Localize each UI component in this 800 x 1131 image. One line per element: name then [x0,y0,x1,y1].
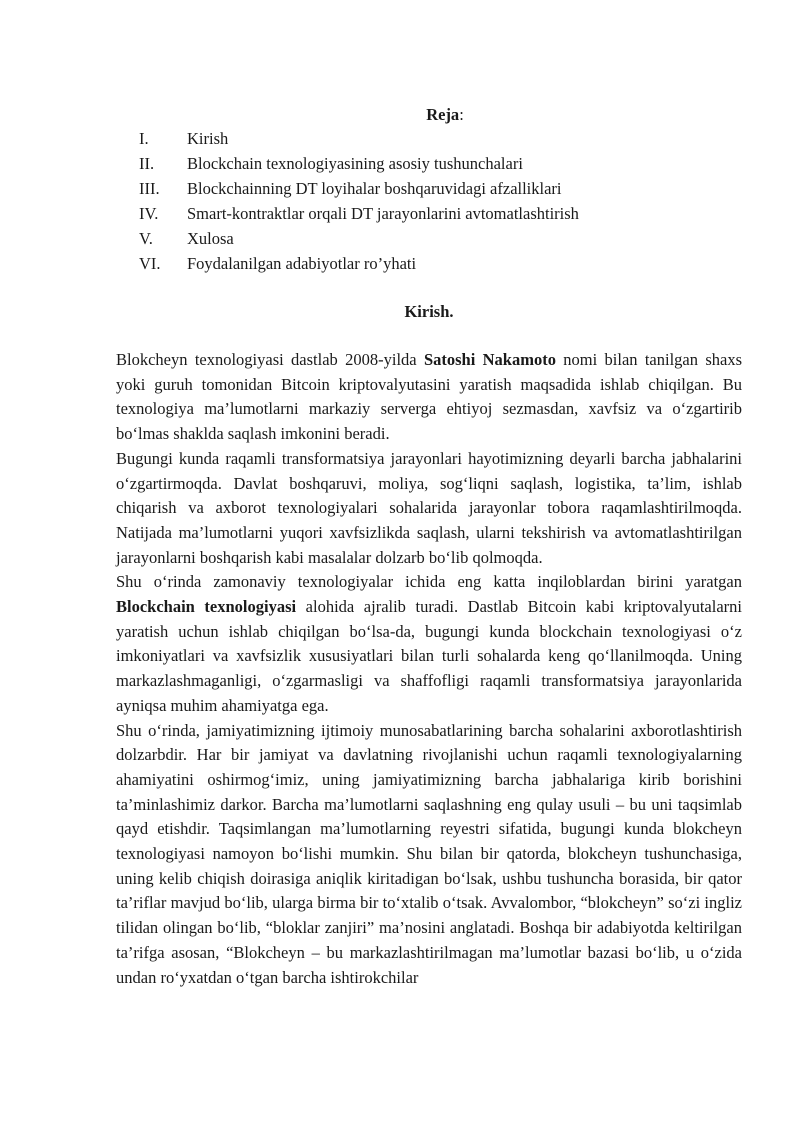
paragraph-4: Shu o‘rinda, jamiyatimizning ijtimoiy munosabatlarining barcha sohalarini axborotlashtirish dolzarbdir. Har bir jamiyat va davlatning rivojlanishi uchun raqamli texnologiyalarning ahamiyatini oshirmog‘imiz, uning jamiyatimizning barcha jabhalariga kirib borishini ta’minlashimiz darkor. Barcha ma’lumotlarni saqlashning eng qulay usuli – bu uni taqsimlab qayd etishdir. Taqsimlangan ma’lumotlarning reyestri sifatida, bugungi kunda blokcheyn texnologiyasi namoyon bo‘lishi mumkin. Shu bilan bir qatorda, blokcheyn tushunchasiga, uning kelib chiqish doirasiga aniqlik kiritadigan bo‘lsak, ushbu tushuncha borasida, bir qator ta’riflar mavjud bo‘lib, ularga birma bir to‘xtalib o‘tsak. Avvalombor, “blokcheyn” so‘zi ingliz tilidan olingan bo‘lib, “bloklar zanjiri” ma’nosini anglatadi. Boshqa bir adabiyotda keltirilgan ta’rifga asosan, “Blokcheyn – bu markazlashtirilmagan ma’lumotlar bazasi bo‘lib, u o‘zida undan ro‘yxatdan o‘tgan barcha ishtirokchilar [116,720,742,987]
plan-item-text: Kirish [187,129,229,148]
plan-item [139,151,579,176]
paragraph-3-start: Shu o‘rinda zamonaviy texnologiyalar ichida eng katta inqiloblardan birini yaratgan [116,572,742,592]
plan-item-text: Foydalanilgan adabiyotlar ro’yhati [187,254,417,273]
section-title: Kirish. [404,302,454,321]
paragraph-3-end: alohida ajralib turadi. Dastlab Bitcoin kabi kriptovalyutalarni yaratish uchun ishlab chiqilgan bo‘lsa-da, bugungi kunda blockchain texnologiyasi o‘z imkoniyatlari va xavfsizlik xususiyatlari bilan turli sohalarda keng qo‘llanilmoqda. Uning markazlashmaganligi, o‘zgarmasligi va shaffofligi raqamli transformatsiya jarayonlarida ayniqsa muhim ahamiyatga ega. [116,597,742,715]
body-text [116,348,742,990]
plan-item-text: Blockchain texnologiyasining asosiy tushunchalari [187,154,523,173]
plan-item-number: III. [139,179,160,198]
plan-title [0,103,800,127]
plan-item [139,176,579,201]
plan-item-text: Blockchainning DT loyihalar boshqaruvidagi afzalliklari [187,179,562,198]
plan-item-number: II. [139,154,155,173]
plan-item-number: VI. [139,254,161,273]
plan-item [139,251,579,276]
plan-title-colon: : [459,105,464,124]
plan-list [139,126,579,276]
paragraph-2: Bugungi kunda raqamli transformatsiya jarayonlari hayotimizning deyarli barcha jabhalarini o‘zgartirmoqda. Davlat boshqaruvi, moliya, sog‘liqni saqlash, logistika, ta’lim, ishlab chiqarish va axborot texnologiyalari sohalarida jarayonlar tobora raqamlashtirilmoqda. Natijada ma’lumotlarni yuqori xavfsizlikda saqlash, ularni tekshirish va avtomatlashtirilgan jarayonlarni boshqarish kabi masalalar dolzarb bo‘lib qolmoqda. [116,448,742,567]
paragraph-3 [116,570,742,718]
paragraph-1-end: nomi bilan tanilgan shaxs yoki guruh tomonidan Bitcoin kriptovalyutasini yaratish maqsadida ishlab chiqilgan. Bu texnologiya ma’lumotlarni markaziy serverga ehtiyoj sezmasdan, xavfsiz va o‘zgartirib bo‘lmas shaklda saqlash imkonini beradi. [116,350,742,444]
plan-item [139,201,579,226]
paragraph-1 [116,348,742,447]
paragraph-3-bold: Blockchain texnologiyasi [116,597,297,617]
paragraph-1-bold: Satoshi Nakamoto [423,350,556,369]
plan-item-number: IV. [139,204,159,223]
plan-item-text: Xulosa [187,229,234,248]
plan-title-text: Reja [426,105,460,124]
plan-item-number: V. [139,229,153,248]
plan-item-text: Smart-kontraktlar orqali DT jarayonlarini avtomatlashtirish [187,204,579,223]
plan-item-number: I. [139,129,149,148]
plan-item [139,126,579,151]
paragraph-1-start: Blokcheyn texnologiyasi dastlab 2008-yilda [116,350,424,369]
plan-item [139,226,579,251]
